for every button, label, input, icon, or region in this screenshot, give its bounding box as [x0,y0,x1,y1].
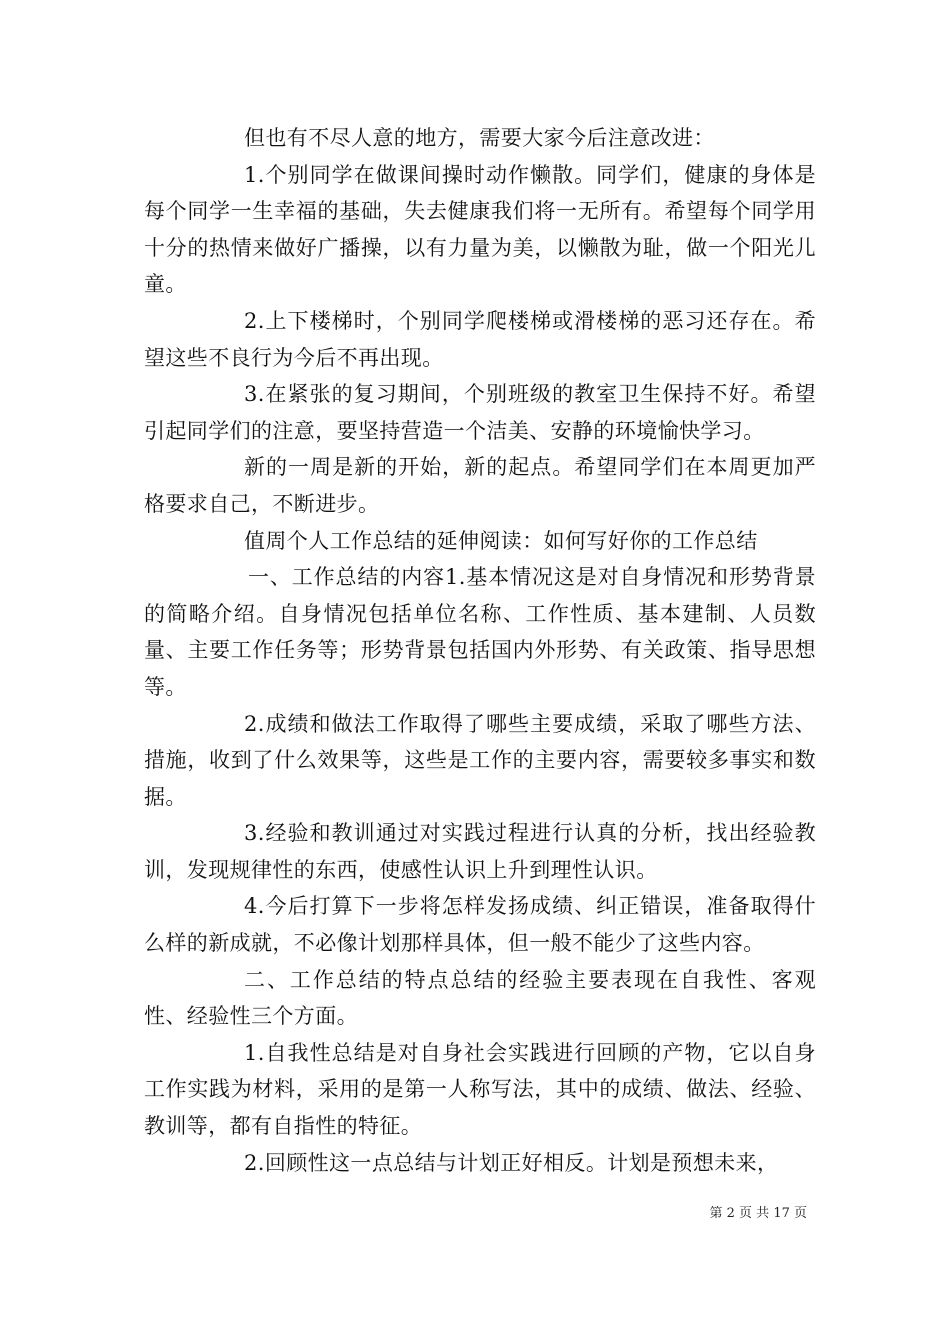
paragraph-point-stairs: 2.上下楼梯时，个别同学爬楼梯或滑楼梯的恶习还存在。希望这些不良行为今后不再出现。 [144,308,816,370]
document-body [144,120,816,1181]
paragraph-achievements: 2.成绩和做法工作取得了哪些主要成绩，采取了哪些方法、措施，收到了什么效果等，这些是工作的主要内容，需要较多事实和数据。 [144,711,816,809]
paragraph-self-reference: 1.自我性总结是对自身社会实践进行回顾的产物，它以自身工作实践为材料，采用的是第一人称写法，其中的成绩、做法、经验、教训等，都有自指性的特征。 [144,1040,816,1139]
paragraph-summary-content: 一、工作总结的内容1.基本情况这是对自身情况和形势背景的简略介绍。自身情况包括单位名称、工作性质、基本建制、人员数量、主要工作任务等；形势背景包括国内外形势、有关政策、指导思想等。 [144,565,816,699]
paragraph-future-plans: 4.今后打算下一步将怎样发扬成绩、纠正错误，准备取得什么样的新成就，不必像计划那样具体，但一般不能少了这些内容。 [144,894,816,956]
paragraph-point-hygiene: 3.在紧张的复习期间，个别班级的教室卫生保持不好。希望引起同学们的注意，要坚持营造一个洁美、安静的环境愉快学习。 [144,382,816,443]
paragraph-summary-features: 二、工作总结的特点总结的经验主要表现在自我性、客观性、经验性三个方面。 [144,967,816,1029]
page-number-footer: 第 2 页 共 17 页 [709,1206,807,1221]
paragraph-new-week: 新的一周是新的开始，新的起点。希望同学们在本周更加严格要求自己，不断进步。 [144,455,816,516]
paragraph-experience: 3.经验和教训通过对实践过程进行认真的分析，找出经验教训，发现规律性的东西，使感性认识上升到理性认识。 [144,821,816,882]
paragraph-extended-reading-title: 值周个人工作总结的延伸阅读：如何写好你的工作总结 [244,528,758,553]
paragraph-point-exercise: 1.个别同学在做课间操时动作懒散。同学们，健康的身体是每个同学一生幸福的基础，失去健康我们将一无所有。希望每个同学用十分的热情来做好广播操，以有力量为美，以懒散为耻，做一个阳光儿童。 [144,162,816,297]
paragraph-shortcomings-intro: 但也有不尽人意的地方，需要大家今后注意改进： [244,126,715,150]
paragraph-retrospective: 2.回顾性这一点总结与计划正好相反。计划是预想未来， [244,1150,779,1175]
